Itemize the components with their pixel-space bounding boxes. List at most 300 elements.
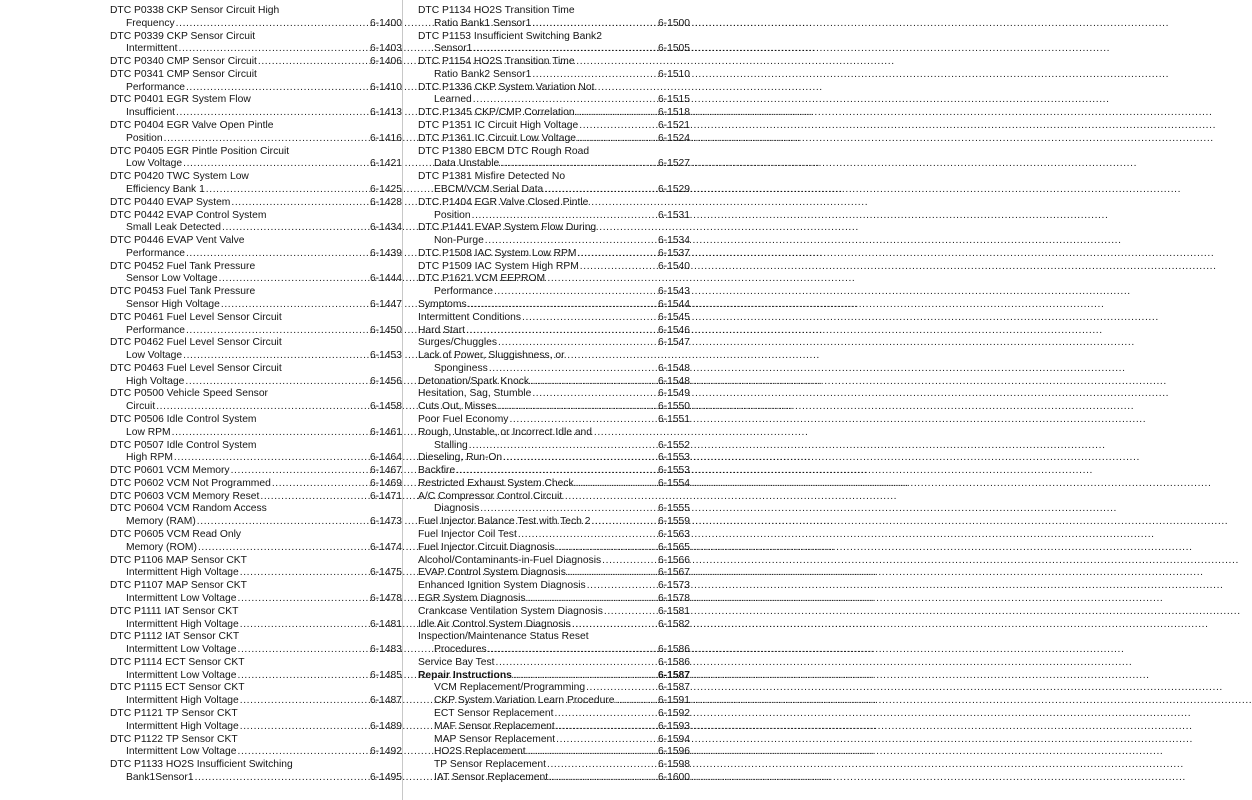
entry-title: DTC P0603 VCM Memory Reset — [110, 490, 260, 502]
index-entry — [418, 222, 690, 248]
dot-leader — [548, 772, 658, 785]
index-entry — [110, 146, 402, 172]
entry-title-line — [434, 759, 690, 772]
entry-title: EVAP Control System Diagnosis — [418, 567, 566, 579]
page-number: 6-1475 — [369, 567, 402, 579]
page-number: 6-1549 — [657, 388, 690, 400]
dot-leader — [230, 197, 370, 210]
page-number: 6-1545 — [657, 311, 690, 323]
page-number: 6-1582 — [657, 618, 690, 630]
entry-title: Stalling — [434, 439, 468, 451]
page-number: 6-1453 — [369, 350, 402, 362]
index-entry — [110, 363, 402, 389]
page-number: 6-1483 — [369, 644, 402, 656]
entry-title: Insufficient — [126, 107, 176, 119]
entry-title-line — [418, 606, 690, 619]
index-entry — [418, 376, 690, 389]
entry-title: IAT Sensor Replacement — [434, 771, 549, 783]
entry-title: DTC P0462 Fuel Level Sensor Circuit — [110, 337, 282, 349]
entry-title-line — [110, 43, 402, 56]
dot-leader — [468, 440, 658, 453]
index-entry — [418, 772, 690, 785]
entry-title-line — [110, 376, 402, 389]
entry-title: Efficiency Bank 1 — [126, 183, 205, 195]
index-entry — [110, 286, 402, 312]
page-number: 6-1594 — [657, 733, 690, 745]
entry-title: A/C Compressor Control Circuit — [418, 490, 563, 502]
page-number: 6-1478 — [369, 592, 402, 604]
dot-leader — [239, 721, 370, 734]
index-column-left — [110, 5, 402, 785]
entry-title: Performance — [126, 247, 185, 259]
entry-title: Sensor High Voltage — [126, 298, 220, 310]
index-entry — [418, 708, 690, 721]
index-entry — [110, 631, 402, 657]
index-entry — [418, 171, 690, 197]
dot-leader — [517, 529, 658, 542]
entry-title-line — [418, 261, 690, 274]
index-entry — [110, 440, 402, 466]
entry-title-line — [110, 184, 402, 197]
dot-leader — [178, 43, 370, 56]
page-number: 6-1434 — [369, 222, 402, 234]
dot-leader — [555, 542, 658, 555]
index-entry — [110, 759, 402, 785]
page-number: 6-1518 — [657, 107, 690, 119]
dot-leader — [531, 18, 658, 31]
entry-title-line — [434, 772, 690, 785]
entry-title: Idle Air Control System Diagnosis — [418, 618, 571, 630]
dot-leader — [173, 452, 370, 465]
dot-leader — [479, 503, 658, 516]
dot-leader — [484, 235, 658, 248]
dot-leader — [465, 325, 658, 338]
entry-title-line — [110, 401, 402, 414]
entry-title-line — [418, 593, 690, 606]
index-entry — [418, 657, 690, 670]
entry-title: Position — [126, 132, 163, 144]
dot-leader — [185, 325, 370, 338]
entry-title-line — [434, 734, 690, 747]
index-entry — [418, 619, 690, 632]
index-entry — [110, 337, 402, 363]
entry-title-line — [418, 516, 690, 529]
index-entry — [110, 734, 402, 760]
entry-title-line — [110, 619, 402, 632]
entry-title: DTC P1351 IC Circuit High Voltage — [418, 120, 579, 132]
entry-title-line — [434, 682, 690, 695]
entry-title-line — [418, 107, 690, 120]
dot-leader — [455, 465, 658, 478]
entry-title: Alcohol/Contaminants-in-Fuel Diagnosis — [418, 554, 602, 566]
page-number: 6-1500 — [657, 17, 690, 29]
dot-leader — [531, 69, 658, 82]
entry-title-line — [110, 670, 402, 683]
entry-title-line — [418, 503, 690, 516]
page-number: 6-1555 — [657, 503, 690, 515]
index-entry — [110, 657, 402, 683]
page-number: 6-1428 — [369, 196, 402, 208]
entry-title: DTC P0463 Fuel Level Sensor Circuit — [110, 362, 282, 374]
entry-title: Hesitation, Sag, Stumble — [418, 388, 532, 400]
dot-leader — [497, 337, 658, 350]
entry-title-line — [110, 299, 402, 312]
index-entry — [110, 414, 402, 440]
entry-title: Intermittent High Voltage — [126, 695, 239, 707]
page-number: 6-1471 — [369, 490, 402, 502]
dot-leader — [488, 363, 658, 376]
entry-title-line — [434, 721, 690, 734]
dot-leader — [185, 248, 370, 261]
entry-title-line — [110, 325, 402, 338]
entry-title-line — [418, 120, 690, 133]
entry-title: DTC P0401 EGR System Flow — [110, 94, 251, 106]
index-entry — [418, 350, 690, 376]
entry-title-line — [418, 388, 690, 401]
page-number: 6-1400 — [369, 17, 402, 29]
entry-title-line — [418, 567, 690, 580]
index-entry — [418, 478, 690, 491]
entry-title-line — [418, 478, 690, 491]
entry-title-line — [110, 158, 402, 171]
dot-leader — [566, 567, 658, 580]
page-number: 6-1492 — [369, 746, 402, 758]
entry-title: Detonation/Spark Knock — [418, 375, 530, 387]
page-number: 6-1567 — [657, 567, 690, 579]
page-number: 6-1485 — [369, 669, 402, 681]
entry-title: DTC P0440 EVAP System — [110, 196, 231, 208]
index-entry — [418, 414, 690, 427]
entry-title: Intermittent High Voltage — [126, 567, 239, 579]
page-number: 6-1447 — [369, 298, 402, 310]
dot-leader — [257, 56, 370, 69]
entry-title: Memory (ROM) — [126, 541, 197, 553]
entry-title-line — [418, 619, 690, 632]
dot-leader — [576, 133, 658, 146]
page-number: 6-1543 — [657, 286, 690, 298]
dot-leader — [512, 670, 658, 683]
entry-title-line — [418, 94, 690, 107]
entry-title: DTC P1112 IAT Sensor CKT — [110, 631, 240, 643]
entry-title-line — [110, 567, 402, 580]
page-number: 6-1581 — [657, 605, 690, 617]
entry-title: DTC P1134 HO2S Transition Time — [418, 5, 575, 16]
dot-leader — [220, 299, 370, 312]
page-number: 6-1474 — [369, 541, 402, 553]
index-entry — [418, 682, 690, 695]
index-entry — [110, 197, 402, 210]
dot-leader — [495, 657, 658, 670]
entry-title-line — [418, 210, 690, 223]
page-number: 6-1524 — [657, 132, 690, 144]
dot-leader — [487, 644, 658, 657]
page-number: 6-1547 — [657, 337, 690, 349]
entry-title: Low Voltage — [126, 158, 183, 170]
entry-title: DTC P0604 VCM Random Access — [110, 503, 267, 515]
entry-title: Ratio Bank1 Sensor1 — [434, 17, 532, 29]
dot-leader — [221, 222, 370, 235]
index-entry — [418, 261, 690, 274]
entry-title-line — [418, 312, 690, 325]
index-entry — [418, 312, 690, 325]
entry-title: DTC P1621 VCM EEPROM — [418, 273, 546, 285]
entry-title: DTC P0420 TWC System Low — [110, 171, 249, 183]
entry-title-line — [418, 325, 690, 338]
dot-leader — [531, 388, 658, 401]
entry-title-line — [418, 670, 690, 683]
entry-title: DTC P1114 ECT Sensor CKT — [110, 656, 245, 668]
page-number: 6-1578 — [657, 592, 690, 604]
entry-title: Lack of Power, Sluggishness, or — [418, 350, 565, 362]
entry-title-line — [110, 644, 402, 657]
entry-title-line — [418, 555, 690, 568]
dot-leader — [218, 273, 370, 286]
dot-leader — [230, 465, 370, 478]
page-number: 6-1439 — [369, 247, 402, 259]
index-column-right — [418, 5, 690, 785]
entry-title: DTC P0452 Fuel Tank Pressure — [110, 260, 256, 272]
entry-title: Crankcase Ventilation System Diagnosis — [418, 605, 603, 617]
index-entry — [418, 337, 690, 350]
index-entry — [418, 120, 690, 133]
entry-title: Inspection/Maintenance Status Reset — [418, 631, 589, 643]
entry-title-line — [110, 222, 402, 235]
page-number: 6-1495 — [369, 771, 402, 783]
entry-title: Backfire — [418, 465, 456, 477]
dot-leader — [205, 184, 370, 197]
entry-title: Fuel Injector Balance Test with Tech 2 — [418, 516, 591, 528]
dot-leader — [236, 670, 369, 683]
page-number: 6-1550 — [657, 401, 690, 413]
entry-title: Bank1Sensor1 — [126, 771, 194, 783]
dot-leader — [185, 82, 370, 95]
entry-title: DTC P1404 EGR Valve Closed Pintle — [418, 196, 589, 208]
entry-title-line — [418, 414, 690, 427]
entry-title: Sensor1 — [434, 43, 473, 55]
index-entry — [110, 5, 402, 31]
entry-title-line — [110, 746, 402, 759]
page-number: 6-1573 — [657, 580, 690, 592]
dot-leader — [471, 210, 658, 223]
page-number: 6-1444 — [369, 273, 402, 285]
page-number: 6-1461 — [369, 426, 402, 438]
entry-title: Diagnosis — [434, 503, 480, 515]
dot-leader — [175, 107, 370, 120]
entry-title-line — [110, 465, 402, 478]
dot-leader — [521, 312, 658, 325]
page-number: 6-1458 — [369, 401, 402, 413]
page-number: 6-1534 — [657, 235, 690, 247]
index-entry — [418, 555, 690, 568]
entry-title: Service Bay Test — [418, 656, 495, 668]
page-number: 6-1540 — [657, 260, 690, 272]
entry-title: DTC P1508 IAC System Low RPM — [418, 247, 577, 259]
entry-title-line — [418, 18, 690, 31]
index-entry — [418, 388, 690, 401]
entry-title: DTC P1441 EVAP System Flow During — [418, 222, 597, 234]
entry-title-line — [110, 133, 402, 146]
entry-title: DTC P0507 Idle Control System — [110, 439, 257, 451]
dot-leader — [184, 376, 370, 389]
entry-title: DTC P1106 MAP Sensor CKT — [110, 554, 247, 566]
page-number: 6-1587 — [657, 682, 690, 694]
page-number: 6-1406 — [369, 56, 402, 68]
entry-title-line — [418, 133, 690, 146]
index-entry — [110, 708, 402, 734]
entry-title: Intermittent Low Voltage — [126, 746, 237, 758]
index-entry — [110, 261, 402, 287]
page-number: 6-1587 — [657, 669, 690, 681]
dot-leader — [236, 746, 369, 759]
index-entry — [110, 94, 402, 120]
dot-leader — [259, 491, 370, 504]
entry-title: DTC P1121 TP Sensor CKT — [110, 707, 238, 719]
entry-title: High RPM — [126, 452, 173, 464]
entry-title: DTC P0605 VCM Read Only — [110, 529, 242, 541]
index-entry — [418, 56, 690, 82]
entry-title: Intermittent High Voltage — [126, 720, 239, 732]
index-entry — [418, 107, 690, 120]
entry-title-line — [434, 695, 690, 708]
index-entry — [110, 31, 402, 57]
dot-leader — [543, 184, 658, 197]
index-entry — [418, 734, 690, 747]
page-number: 6-1456 — [369, 375, 402, 387]
index-entry — [418, 5, 690, 31]
entry-title-line — [418, 69, 690, 82]
index-entry — [110, 491, 402, 504]
entry-title-line — [110, 427, 402, 440]
index-entry — [418, 452, 690, 465]
index-entry — [418, 82, 690, 108]
entry-title: DTC P1361 IC Circuit Low Voltage — [418, 132, 576, 144]
index-entry — [110, 606, 402, 632]
entry-title: Memory (RAM) — [126, 516, 196, 528]
page-number: 6-1544 — [657, 298, 690, 310]
entry-title: CKP System Variation Learn Procedure — [434, 695, 615, 707]
entry-title-line — [110, 772, 402, 785]
entry-title: DTC P0405 EGR Pintle Position Circuit — [110, 145, 290, 157]
page-number: 6-1598 — [657, 759, 690, 771]
index-entry — [418, 491, 690, 517]
entry-title: DTC P0341 CMP Sensor Circuit — [110, 68, 257, 80]
entry-title: DTC P1380 EBCM DTC Rough Road — [418, 145, 590, 157]
index-entry — [110, 171, 402, 197]
entry-title: Position — [434, 209, 471, 221]
index-entry — [110, 503, 402, 529]
dot-leader — [526, 593, 658, 606]
entry-title: Non-Purge — [434, 235, 484, 247]
page-number: 6-1565 — [657, 541, 690, 553]
entry-title-line — [418, 452, 690, 465]
index-entry — [418, 746, 690, 759]
page-number: 6-1563 — [657, 529, 690, 541]
dot-leader — [579, 261, 658, 274]
index-entry — [110, 555, 402, 581]
entry-title-line — [418, 529, 690, 542]
page-number: 6-1529 — [657, 183, 690, 195]
entry-title: Fuel Injector Circuit Diagnosis — [418, 541, 555, 553]
page-number: 6-1600 — [657, 771, 690, 783]
entry-title: Intermittent Low Voltage — [126, 669, 237, 681]
entry-title: ECT Sensor Replacement — [434, 707, 554, 719]
entry-title-line — [418, 542, 690, 555]
entry-title: DTC P1107 MAP Sensor CKT — [110, 580, 247, 592]
dot-leader — [496, 401, 658, 414]
dot-leader — [546, 759, 658, 772]
entry-title: DTC P0338 CKP Sensor Circuit High — [110, 5, 280, 16]
entry-title: DTC P0442 EVAP Control System — [110, 209, 267, 221]
entry-title: Hard Start — [418, 324, 465, 336]
entry-title: Rough, Unstable, or Incorrect Idle and — [418, 426, 593, 438]
entry-title: Dieseling, Run-On — [418, 452, 503, 464]
entry-title: Restricted Exhaust System Check — [418, 477, 574, 489]
entry-title-line — [418, 158, 690, 171]
page-number: 6-1591 — [657, 695, 690, 707]
dot-leader — [574, 478, 658, 491]
entry-title: DTC P0506 Idle Control System — [110, 414, 257, 425]
page-number: 6-1548 — [657, 375, 690, 387]
entry-title: Procedures — [434, 644, 487, 656]
page-number: 6-1537 — [657, 247, 690, 259]
page-number: 6-1596 — [657, 746, 690, 758]
page-number: 6-1521 — [657, 120, 690, 132]
page-number: 6-1592 — [657, 707, 690, 719]
index-entry — [110, 56, 402, 69]
entry-title: DTC P0446 EVAP Vent Valve — [110, 235, 245, 247]
entry-title-line — [418, 299, 690, 312]
dot-leader — [175, 18, 370, 31]
entry-title: EGR System Diagnosis — [418, 592, 526, 604]
index-entry — [418, 542, 690, 555]
index-entry — [110, 235, 402, 261]
entry-title: Cuts Out, Misses — [418, 401, 497, 413]
page-number: 6-1425 — [369, 183, 402, 195]
index-entry — [418, 197, 690, 223]
entry-title: Repair Instructions — [418, 669, 512, 681]
entry-title: Circuit — [126, 401, 156, 413]
entry-title: DTC P0601 VCM Memory — [110, 465, 230, 477]
entry-title: DTC P1345 CKP/CMP Correlation — [418, 107, 575, 119]
page-number: 6-1553 — [657, 452, 690, 464]
index-entry — [418, 516, 690, 529]
entry-title: HO2S Replacement — [434, 746, 526, 758]
page-number: 6-1467 — [369, 465, 402, 477]
page-number: 6-1421 — [369, 158, 402, 170]
dot-leader — [553, 708, 658, 721]
entry-title: DTC P1122 TP Sensor CKT — [110, 733, 238, 745]
index-entry — [110, 210, 402, 236]
page-number: 6-1464 — [369, 452, 402, 464]
dot-leader — [575, 107, 658, 120]
index-entry — [418, 631, 690, 657]
entry-title-line — [418, 337, 690, 350]
entry-title: High Voltage — [126, 375, 185, 387]
dot-leader — [603, 606, 658, 619]
index-entry — [110, 120, 402, 146]
entry-title-line — [418, 376, 690, 389]
entry-title: Intermittent — [126, 43, 178, 55]
index-entry — [110, 478, 402, 491]
entry-title: Sensor Low Voltage — [126, 273, 218, 285]
entry-title-line — [110, 197, 402, 210]
entry-title-line — [418, 465, 690, 478]
dot-leader — [467, 299, 658, 312]
index-entry — [110, 580, 402, 606]
dot-leader — [502, 452, 658, 465]
entry-title: Intermittent Low Voltage — [126, 644, 237, 656]
page-number: 6-1403 — [369, 43, 402, 55]
